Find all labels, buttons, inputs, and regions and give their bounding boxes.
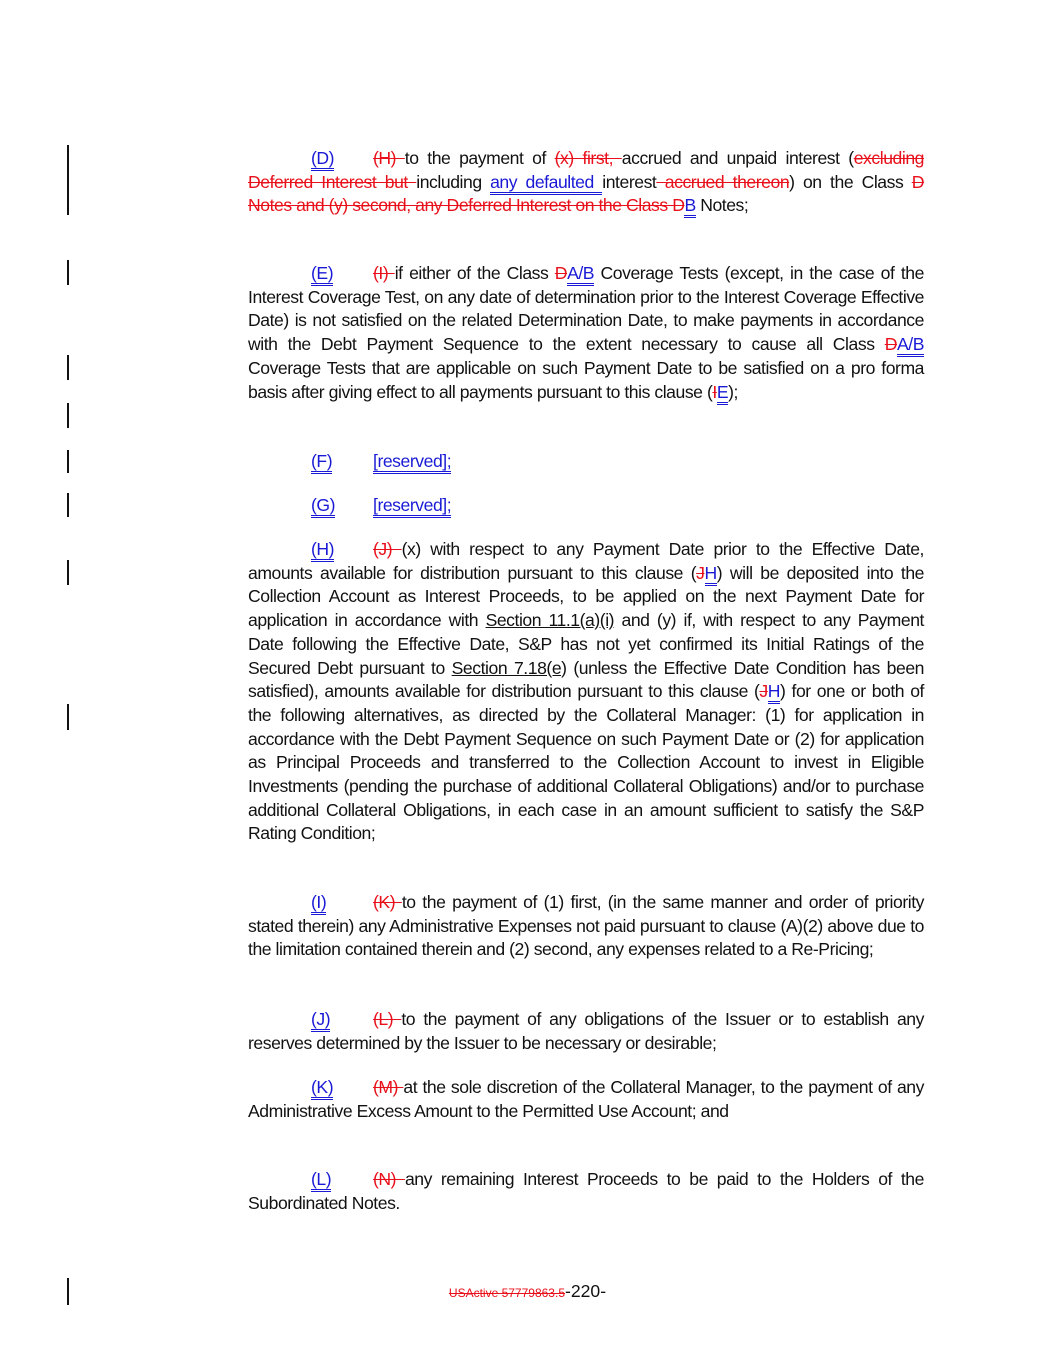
clause-label-wrap <box>311 891 373 915</box>
deleted-text: excluding Deferred Interest but <box>248 148 924 192</box>
change-bar <box>67 260 69 285</box>
body-text: Coverage Tests that are applicable on such Payment Date to be satisfied on a pro forma basis after giving effect to all payments pursuant to this clause ( <box>248 357 924 402</box>
deleted-text: (I) <box>373 263 395 283</box>
body-text: ) on the Class <box>789 171 912 192</box>
body-text: at the sole discretion of the Collateral Manager, to the payment of any Administrative Excess Amount to the Permitted Use Account; and <box>248 1077 924 1121</box>
body-text: including <box>416 171 491 192</box>
clause-label: (I) <box>311 892 326 915</box>
inserted-text: [reserved]; <box>373 495 451 518</box>
body-text: (x) with respect to any Payment Date prior to the Effective Date, amounts available for distribution pursuant to this clause ( <box>248 539 924 583</box>
body-text: to the payment of (1) first, (in the same manner and order of priority stated therein) any Administrative Expenses not paid pursuant to clause (A)(2) above due to the limitation contained therein and (2) second, any expenses related to a Re-Pricing; <box>248 892 925 960</box>
clause-label-wrap <box>311 147 373 171</box>
clause-label: (H) <box>311 539 334 562</box>
clause-f <box>248 450 924 474</box>
change-bar <box>67 355 69 380</box>
body-text: to the payment of any obligations of the Issuer or to establish any reserves determined by the Issuer to be necessary or desirable; <box>248 1009 924 1053</box>
deleted-text: J <box>696 562 705 583</box>
deleted-text: (x) first, <box>554 148 622 168</box>
change-bar <box>67 560 69 585</box>
clause-label: (E) <box>311 263 333 286</box>
clause-l <box>248 1168 924 1215</box>
clause-label-wrap <box>311 262 373 286</box>
inserted-text: H <box>768 681 780 704</box>
inserted-text: B <box>684 195 695 218</box>
body-text: (unless the Effective Date Condition has been satisfied), amounts available for distribution pursuant to this clause ( <box>248 657 924 702</box>
body-text: ) will be deposited into the Collection Account as Interest Proceeds, to be applied on the next Payment Date for application in accordance with <box>248 562 924 631</box>
deleted-text: (L) <box>373 1009 402 1029</box>
clause-label: (F) <box>311 451 332 474</box>
clause-label-wrap <box>311 538 373 562</box>
page-footer <box>0 1281 1055 1302</box>
clause-label: (D) <box>311 148 334 171</box>
clause-label: (L) <box>311 1169 331 1192</box>
change-bar <box>67 493 69 517</box>
body-text: Coverage Tests (except, in the case of the Interest Coverage Test, on any date of determination prior to the Interest Coverage Effective Date) is not satisfied on the related Determination Date, to make payments in accordance with the Debt Payment Sequence to the extent necessary to cause all Class <box>248 263 924 355</box>
deleted-text: (H) <box>373 148 405 168</box>
inserted-text: any defaulted <box>490 172 602 195</box>
inserted-text: A/B <box>897 334 924 357</box>
deleted-text: (J) <box>373 539 402 559</box>
clause-label-wrap <box>311 1008 373 1032</box>
body-text: any remaining Interest Proceeds to be paid to the Holders of the Subordinated Notes. <box>248 1169 924 1213</box>
inserted-text: [reserved]; <box>373 451 451 474</box>
clause-k <box>248 1076 924 1123</box>
clause-j <box>248 1008 924 1055</box>
clause-g <box>248 494 924 518</box>
body-text: accrued and unpaid interest ( <box>621 148 854 168</box>
body-text: if either of the Class <box>394 263 555 283</box>
clause-label-wrap <box>311 450 373 474</box>
inserted-text: E <box>717 382 728 405</box>
body-text: Notes; <box>695 195 749 216</box>
change-bar <box>67 403 69 428</box>
inserted-text: H <box>705 563 717 586</box>
clause-label-wrap <box>311 494 373 518</box>
change-bar <box>67 450 69 473</box>
deleted-text: (M) <box>373 1077 404 1097</box>
deleted-text: I <box>712 381 717 402</box>
clause-label: (K) <box>311 1077 333 1100</box>
clause-label-wrap <box>311 1076 373 1100</box>
clause-label: (G) <box>311 495 335 518</box>
change-bar <box>67 704 69 730</box>
inserted-text: A/B <box>567 263 594 286</box>
deleted-text: D <box>884 334 897 355</box>
clause-label: (J) <box>311 1009 330 1032</box>
clause-label-wrap <box>311 1168 373 1192</box>
body-text: and (y) if, with respect to any Payment Date following the Effective Date, S&P has not yet confirmed its Initial Ratings of the Secured Debt pursuant to <box>248 610 924 678</box>
section-reference: Section 7.18(e) <box>451 657 567 678</box>
clause-d <box>248 147 924 218</box>
deleted-text: D <box>554 263 568 283</box>
deleted-document-id: USActive 57779863.5 <box>448 1286 565 1300</box>
deleted-text: accrued thereon <box>656 171 790 192</box>
body-text: ); <box>728 381 738 402</box>
page-number: -220- <box>565 1281 607 1301</box>
body-text: interest <box>602 171 657 192</box>
deleted-text: (N) <box>373 1169 405 1189</box>
deleted-text: (K) <box>373 892 402 912</box>
clause-h <box>248 538 924 846</box>
change-bar <box>67 145 69 215</box>
deleted-text: D Notes and (y) second, any Deferred Interest on the Class D <box>248 171 924 216</box>
body-text: to the payment of <box>404 148 555 168</box>
section-reference: Section 11.1(a)(i) <box>485 610 615 631</box>
clause-e <box>248 262 924 404</box>
deleted-text: J <box>759 681 768 702</box>
body-text: ) for one or both of the following alternatives, as directed by the Collateral Manager: (1) for application in accordance with the Debt Payment Sequence on such Payment Date or (2) for application as Principal Proceeds and transferred to the Collection Account to invest in Eligible Investments (pending the purchase of additional Collateral Obligations) and/or to purchase additional Collateral Obligations, in each case in an amount sufficient to satisfy the S&P Rating Condition; <box>248 681 924 844</box>
clause-i <box>248 891 924 962</box>
